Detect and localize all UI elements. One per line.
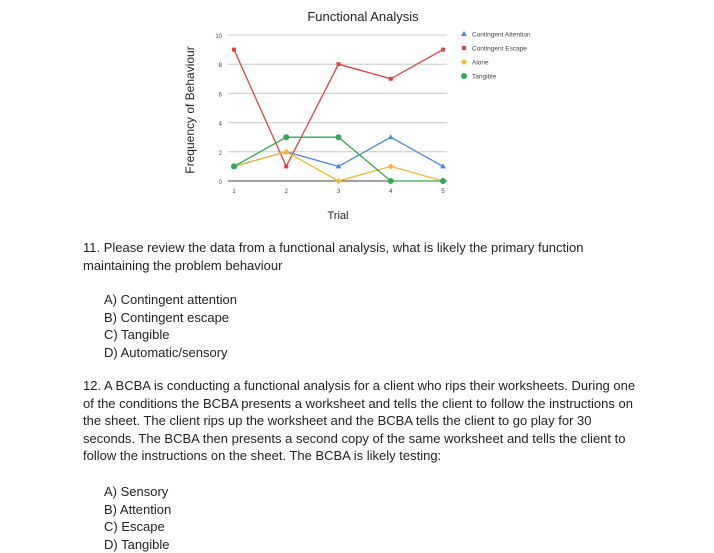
circle-marker <box>283 134 289 140</box>
question-12-options <box>104 483 171 553</box>
x-tick-label: 4 <box>389 189 393 195</box>
option[interactable]: B) Contingent escape <box>104 309 237 327</box>
square-marker <box>389 77 393 81</box>
triangle-marker <box>388 134 394 139</box>
legend-label: Contingent Escape <box>472 46 527 53</box>
x-tick-label: 1 <box>232 189 236 195</box>
question-11: 11. Please review the data from a functional analysis, what is likely the primary function maintaining the problem behaviour <box>83 239 643 274</box>
functional-analysis-chart <box>0 0 714 230</box>
option[interactable]: D) Automatic/sensory <box>104 344 237 362</box>
circle-marker <box>231 163 237 169</box>
y-tick-label: 8 <box>219 63 223 69</box>
diamond-marker <box>461 59 467 65</box>
legend-label: Tangible <box>472 74 497 81</box>
option[interactable]: A) Sensory <box>104 483 171 501</box>
series-line <box>234 137 443 181</box>
x-tick-label: 5 <box>441 189 445 195</box>
option[interactable]: D) Tangible <box>104 536 171 553</box>
option[interactable]: B) Attention <box>104 501 171 519</box>
question-12: 12. A BCBA is conducting a functional analysis for a client who rips their worksheets. During one of the conditions the BCBA presents a worksheet and tells the client to follow the instructions on the sheet. The client rips up the worksheet and the BCBA tells the client to go play for 30 seconds. The BCBA then presents a second copy of the same worksheet and tells the client to follow the instructions on the sheet. The BCBA is likely testing: <box>83 377 643 465</box>
chart-title: Functional Analysis <box>307 9 419 24</box>
y-tick-label: 0 <box>219 180 223 186</box>
y-tick-label: 10 <box>215 34 222 40</box>
triangle-marker <box>461 31 467 36</box>
circle-marker <box>461 73 467 79</box>
circle-marker <box>388 178 394 184</box>
question-11-options <box>104 291 237 361</box>
square-marker <box>462 46 466 50</box>
diamond-marker <box>283 149 289 155</box>
option[interactable]: A) Contingent attention <box>104 291 237 309</box>
square-marker <box>284 164 288 168</box>
legend-label: Contingent Attention <box>472 32 531 39</box>
series-tangible <box>231 134 446 184</box>
circle-marker <box>440 178 446 184</box>
y-axis-label: Frequency of Behaviour <box>183 46 197 173</box>
option[interactable]: C) Escape <box>104 518 171 536</box>
x-tick-label: 3 <box>337 189 341 195</box>
x-tick-label: 2 <box>285 189 289 195</box>
circle-marker <box>336 134 342 140</box>
legend-label: Alone <box>472 60 489 67</box>
square-marker <box>441 48 445 52</box>
y-tick-label: 6 <box>219 92 223 98</box>
diamond-marker <box>336 178 342 184</box>
square-marker <box>232 48 236 52</box>
option[interactable]: C) Tangible <box>104 326 237 344</box>
square-marker <box>337 62 341 66</box>
x-axis-label: Trial <box>328 210 349 222</box>
diamond-marker <box>388 163 394 169</box>
y-tick-label: 4 <box>219 122 223 128</box>
y-tick-label: 2 <box>219 151 223 157</box>
